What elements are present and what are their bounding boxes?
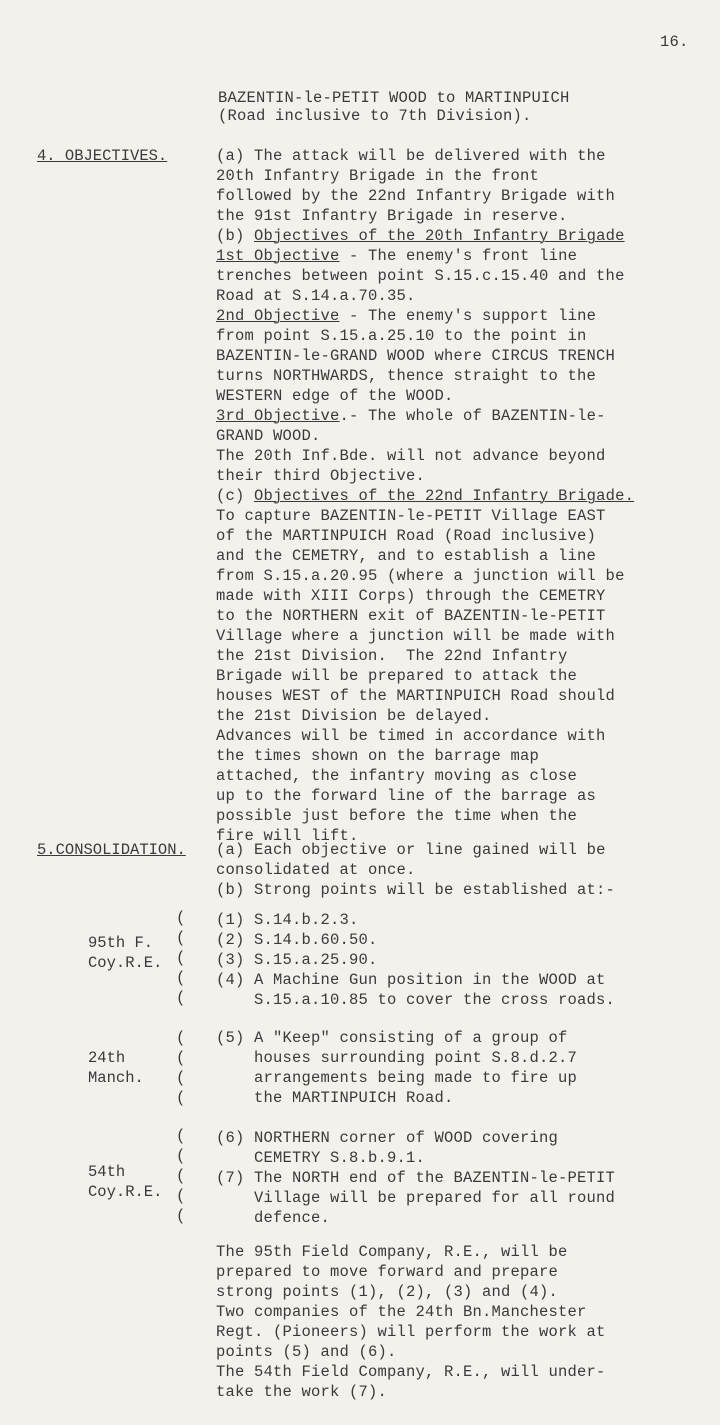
text-line: 20th Infantry Brigade in the front [216, 167, 540, 185]
text-line: Brigade will be prepared to attack the [216, 667, 578, 685]
strong-point: Village will be prepared for all round [216, 1189, 616, 1207]
section-4-heading: 4. OBJECTIVES. [37, 147, 168, 165]
brace: ( ( ( ( ( [176, 909, 186, 1007]
text-line: prepared to move forward and prepare [216, 1263, 559, 1281]
unit-label: Coy.R.E. [88, 1183, 163, 1201]
page-number: 16. [660, 33, 689, 51]
strong-point: arrangements being made to fire up [216, 1069, 578, 1087]
text-line: Regt. (Pioneers) will perform the work at [216, 1323, 606, 1341]
text-line: the times shown on the barrage map [216, 747, 540, 765]
text-line: GRAND WOOD. [216, 427, 321, 445]
text-line: to the NORTHERN exit of BAZENTIN-le-PETIT [216, 607, 606, 625]
section-5a: (a) Each objective or line gained will be [216, 841, 606, 859]
intro-line: (Road inclusive to 7th Division). [218, 107, 532, 125]
text-line: up to the forward line of the barrage as [216, 787, 597, 805]
text-line: Two companies of the 24th Bn.Manchester [216, 1303, 587, 1321]
sub-heading: Objectives of the 20th Infantry Brigade [254, 227, 625, 245]
text-line: attached, the infantry moving as close [216, 767, 578, 785]
text-line: take the work (7). [216, 1383, 388, 1401]
text-line: of the MARTINPUICH Road (Road inclusive) [216, 527, 597, 545]
text-line: To capture BAZENTIN-le-PETIT Village EAST [216, 507, 606, 525]
text-line: WESTERN edge of the WOOD. [216, 387, 454, 405]
unit-label: Coy.R.E. [88, 954, 163, 972]
text-line: their third Objective. [216, 467, 426, 485]
strong-point: (4) A Machine Gun position in the WOOD at [216, 971, 606, 989]
brace: ( ( ( ( ( [176, 1127, 186, 1225]
text-line: possible just before the time when the [216, 807, 578, 825]
section-4c: (c) Objectives of the 22nd Infantry Brigade. [216, 487, 635, 505]
text-line: consolidated at once. [216, 861, 416, 879]
unit-label: 54th [88, 1163, 126, 1181]
text-line: turns NORTHWARDS, thence straight to the [216, 367, 597, 385]
text-line: fire will lift. [216, 827, 359, 845]
section-4b: (b) Objectives of the 20th Infantry Brigade [216, 227, 625, 245]
text-line: from S.15.a.20.95 (where a junction will be [216, 567, 625, 585]
text-line: points (5) and (6). [216, 1343, 397, 1361]
text-line: houses WEST of the MARTINPUICH Road should [216, 687, 616, 705]
unit-label: 24th [88, 1049, 126, 1067]
text-line: Advances will be timed in accordance with [216, 727, 606, 745]
strong-point: the MARTINPUICH Road. [216, 1089, 454, 1107]
text-line: The 95th Field Company, R.E., will be [216, 1243, 568, 1261]
strong-point: (3) S.15.a.25.90. [216, 951, 378, 969]
section-5b: (b) Strong points will be established at:- [216, 881, 616, 899]
text-line: the 21st Division be delayed. [216, 707, 492, 725]
strong-point: (2) S.14.b.60.50. [216, 931, 378, 949]
text-line: followed by the 22nd Infantry Brigade with [216, 187, 616, 205]
unit-label: 95th F. [88, 934, 154, 952]
text-line: and the CEMETRY, and to establish a line [216, 547, 597, 565]
text-line: BAZENTIN-le-GRAND WOOD where CIRCUS TRENCH [216, 347, 616, 365]
unit-label: Manch. [88, 1069, 144, 1087]
text-line: The 54th Field Company, R.E., will under- [216, 1363, 606, 1381]
text-line: trenches between point S.15.c.15.40 and the [216, 267, 625, 285]
brace: ( ( ( ( [176, 1029, 186, 1107]
objective-1: 1st Objective - The enemy's front line [216, 247, 578, 265]
text-line: strong points (1), (2), (3) and (4). [216, 1283, 559, 1301]
strong-point: S.15.a.10.85 to cover the cross roads. [216, 991, 616, 1009]
strong-point: (1) S.14.b.2.3. [216, 911, 359, 929]
section-5-heading: 5.CONSOLIDATION. [37, 841, 186, 859]
strong-point: CEMETRY S.8.b.9.1. [216, 1149, 426, 1167]
objective-3: 3rd Objective.- The whole of BAZENTIN-le- [216, 407, 606, 425]
section-4a: (a) The attack will be delivered with the [216, 147, 606, 165]
text-line: the 91st Infantry Brigade in reserve. [216, 207, 568, 225]
text-line: from point S.15.a.25.10 to the point in [216, 327, 587, 345]
sub-heading: Objectives of the 22nd Infantry Brigade. [254, 487, 635, 505]
text-line: Road at S.14.a.70.35. [216, 287, 416, 305]
strong-point: houses surrounding point S.8.d.2.7 [216, 1049, 578, 1067]
strong-point: (5) A "Keep" consisting of a group of [216, 1029, 568, 1047]
strong-point: (7) The NORTH end of the BAZENTIN-le-PETIT [216, 1169, 616, 1187]
objective-2: 2nd Objective - The enemy's support line [216, 307, 597, 325]
text-line: the 21st Division. The 22nd Infantry [216, 647, 568, 665]
text-line: Village where a junction will be made with [216, 627, 616, 645]
strong-point: (6) NORTHERN corner of WOOD covering [216, 1129, 559, 1147]
intro-line: BAZENTIN-le-PETIT WOOD to MARTINPUICH [218, 89, 570, 107]
strong-point: defence. [216, 1209, 331, 1227]
text-line: made with XIII Corps) through the CEMETRY [216, 587, 606, 605]
text-line: The 20th Inf.Bde. will not advance beyond [216, 447, 606, 465]
